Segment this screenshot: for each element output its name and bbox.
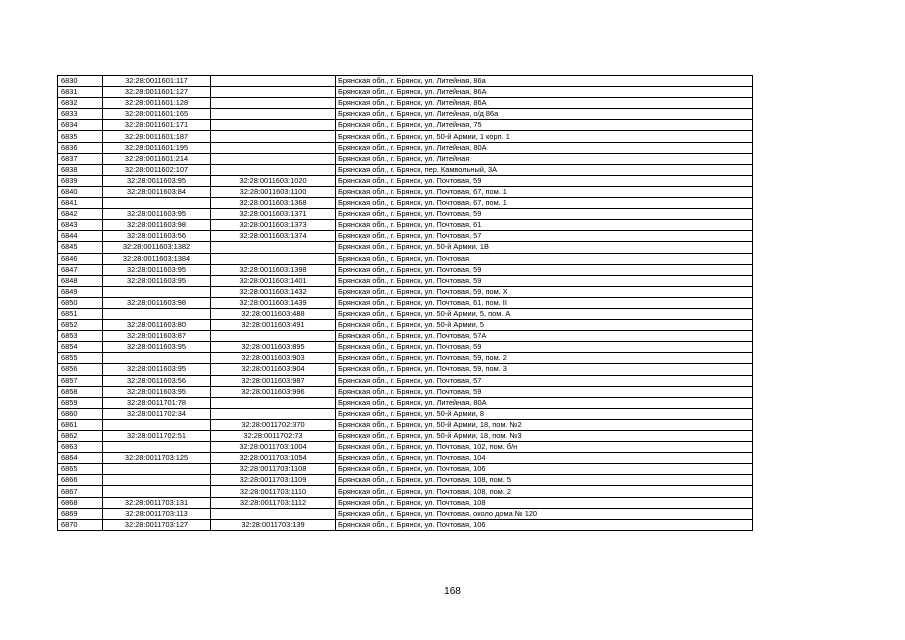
row-number-cell: 6850 <box>58 297 103 308</box>
cadastral-number-cell: 32:28:0011701:78 <box>103 397 211 408</box>
row-number-cell: 6831 <box>58 87 103 98</box>
row-number-cell: 6839 <box>58 175 103 186</box>
address-cell: Брянская обл., г. Брянск, ул. Литейная, 86а <box>336 76 753 87</box>
table-row <box>58 397 753 408</box>
cadastral-number-cell <box>103 486 211 497</box>
cadastral-number-2-cell <box>211 331 336 342</box>
table-row <box>58 109 753 120</box>
address-cell: Брянская обл., г. Брянск, ул. Литейная, 80А <box>336 142 753 153</box>
table-row <box>58 153 753 164</box>
cadastral-number-cell: 32:28:0011601:128 <box>103 98 211 109</box>
table-row <box>58 453 753 464</box>
cadastral-number-cell: 32:28:0011601:127 <box>103 87 211 98</box>
cadastral-number-cell: 32:28:0011601:117 <box>103 76 211 87</box>
address-cell: Брянская обл., г. Брянск, ул. Почтовая <box>336 253 753 264</box>
address-cell: Брянская обл., г. Брянск, пер. Камвольный, 3А <box>336 164 753 175</box>
address-cell: Брянская обл., г. Брянск, ул. Литейная, о/д 86а <box>336 109 753 120</box>
address-cell: Брянская обл., г. Брянск, ул. Почтовая, 57 <box>336 375 753 386</box>
cadastral-number-2-cell: 32:28:0011703:1108 <box>211 464 336 475</box>
cadastral-number-cell: 32:28:0011703:131 <box>103 497 211 508</box>
cadastral-number-2-cell <box>211 76 336 87</box>
cadastral-number-cell: 32:28:0011702:34 <box>103 408 211 419</box>
cadastral-number-2-cell: 32:28:0011603:1373 <box>211 220 336 231</box>
row-number-cell: 6861 <box>58 419 103 430</box>
cadastral-number-2-cell: 32:28:0011603:1398 <box>211 264 336 275</box>
cadastral-number-cell: 32:28:0011603:1382 <box>103 242 211 253</box>
row-number-cell: 6865 <box>58 464 103 475</box>
row-number-cell: 6835 <box>58 131 103 142</box>
table-row <box>58 286 753 297</box>
row-number-cell: 6840 <box>58 186 103 197</box>
cadastral-number-2-cell: 32:28:0011603:1401 <box>211 275 336 286</box>
row-number-cell: 6848 <box>58 275 103 286</box>
row-number-cell: 6847 <box>58 264 103 275</box>
cadastral-number-cell: 32:28:0011602:107 <box>103 164 211 175</box>
cadastral-number-cell: 32:28:0011703:125 <box>103 453 211 464</box>
cadastral-number-2-cell <box>211 109 336 120</box>
address-cell: Брянская обл., г. Брянск, ул. 50-й Армии, 18, пом. №2 <box>336 419 753 430</box>
address-cell: Брянская обл., г. Брянск, ул. Почтовая, 61, пом. II <box>336 297 753 308</box>
cadastral-number-cell <box>103 442 211 453</box>
cadastral-number-2-cell: 32:28:0011603:1439 <box>211 297 336 308</box>
table-row <box>58 442 753 453</box>
address-cell: Брянская обл., г. Брянск, ул. Литейная, 86А <box>336 98 753 109</box>
cadastral-number-cell: 32:28:0011603:56 <box>103 375 211 386</box>
cadastral-number-2-cell <box>211 242 336 253</box>
address-cell: Брянская обл., г. Брянск, ул. 50-й Армии, 5, пом. А <box>336 308 753 319</box>
cadastral-number-2-cell: 32:28:0011603:996 <box>211 386 336 397</box>
row-number-cell: 6862 <box>58 431 103 442</box>
cadastral-number-2-cell: 32:28:0011603:488 <box>211 308 336 319</box>
cadastral-number-cell: 32:28:0011603:98 <box>103 297 211 308</box>
address-cell: Брянская обл., г. Брянск, ул. Почтовая, 108 <box>336 497 753 508</box>
table-row <box>58 275 753 286</box>
table-row <box>58 320 753 331</box>
row-number-cell: 6860 <box>58 408 103 419</box>
table-row <box>58 497 753 508</box>
table-row <box>58 198 753 209</box>
cadastral-number-cell: 32:28:0011603:95 <box>103 275 211 286</box>
cadastral-number-2-cell: 32:28:0011702:370 <box>211 419 336 430</box>
table-row <box>58 308 753 319</box>
cadastral-number-2-cell: 32:28:0011702:73 <box>211 431 336 442</box>
table-row <box>58 164 753 175</box>
table-row <box>58 231 753 242</box>
cadastral-number-2-cell: 32:28:0011603:1100 <box>211 186 336 197</box>
cadastral-number-2-cell: 32:28:0011703:1054 <box>211 453 336 464</box>
table-row <box>58 431 753 442</box>
address-cell: Брянская обл., г. Брянск, ул. Почтовая, 108, пом. 2 <box>336 486 753 497</box>
row-number-cell: 6845 <box>58 242 103 253</box>
table-row <box>58 120 753 131</box>
address-cell: Брянская обл., г. Брянск, ул. 50-й Армии, 1 корп. 1 <box>336 131 753 142</box>
address-cell: Брянская обл., г. Брянск, ул. Почтовая, 67, пом. 1 <box>336 186 753 197</box>
address-cell: Брянская обл., г. Брянск, ул. Почтовая, 59 <box>336 275 753 286</box>
address-cell: Брянская обл., г. Брянск, ул. Литейная, 86А <box>336 87 753 98</box>
cadastral-number-2-cell: 32:28:0011703:1112 <box>211 497 336 508</box>
cadastral-number-cell: 32:28:0011603:1384 <box>103 253 211 264</box>
table-row <box>58 242 753 253</box>
address-cell: Брянская обл., г. Брянск, ул. 50-й Армии, 1В <box>336 242 753 253</box>
table-row <box>58 264 753 275</box>
table-row <box>58 364 753 375</box>
row-number-cell: 6841 <box>58 198 103 209</box>
table-row <box>58 76 753 87</box>
cadastral-number-cell: 32:28:0011603:95 <box>103 342 211 353</box>
address-cell: Брянская обл., г. Брянск, ул. Почтовая, 59, пом. X <box>336 286 753 297</box>
table-row <box>58 98 753 109</box>
address-cell: Брянская обл., г. Брянск, ул. Почтовая, 59, пом. 2 <box>336 353 753 364</box>
address-cell: Брянская обл., г. Брянск, ул. 50-й Армии, 5 <box>336 320 753 331</box>
table-row <box>58 353 753 364</box>
row-number-cell: 6870 <box>58 519 103 530</box>
row-number-cell: 6853 <box>58 331 103 342</box>
table-row <box>58 142 753 153</box>
cadastral-number-2-cell <box>211 397 336 408</box>
cadastral-number-cell <box>103 308 211 319</box>
row-number-cell: 6863 <box>58 442 103 453</box>
cadastral-number-2-cell <box>211 131 336 142</box>
cadastral-number-2-cell <box>211 164 336 175</box>
cadastral-number-cell: 32:28:0011603:98 <box>103 220 211 231</box>
address-cell: Брянская обл., г. Брянск, ул. Литейная <box>336 153 753 164</box>
cadastral-number-cell: 32:28:0011603:84 <box>103 186 211 197</box>
address-cell: Брянская обл., г. Брянск, ул. Почтовая, около дома № 120 <box>336 508 753 519</box>
cadastral-number-2-cell: 32:28:0011603:1368 <box>211 198 336 209</box>
row-number-cell: 6832 <box>58 98 103 109</box>
row-number-cell: 6851 <box>58 308 103 319</box>
row-number-cell: 6842 <box>58 209 103 220</box>
address-cell: Брянская обл., г. Брянск, ул. Литейная, 80А <box>336 397 753 408</box>
cadastral-number-2-cell: 32:28:0011603:1374 <box>211 231 336 242</box>
row-number-cell: 6838 <box>58 164 103 175</box>
cadastral-number-cell: 32:28:0011703:113 <box>103 508 211 519</box>
row-number-cell: 6852 <box>58 320 103 331</box>
table-row <box>58 508 753 519</box>
cadastral-number-2-cell <box>211 142 336 153</box>
cadastral-number-2-cell <box>211 253 336 264</box>
cadastral-number-cell: 32:28:0011601:171 <box>103 120 211 131</box>
table-row <box>58 519 753 530</box>
cadastral-number-2-cell: 32:28:0011703:1109 <box>211 475 336 486</box>
address-cell: Брянская обл., г. Брянск, ул. Почтовая, 59 <box>336 264 753 275</box>
table-row <box>58 253 753 264</box>
address-cell: Брянская обл., г. Брянск, ул. Почтовая, 57А <box>336 331 753 342</box>
cadastral-number-2-cell: 32:28:0011703:1004 <box>211 442 336 453</box>
row-number-cell: 6843 <box>58 220 103 231</box>
row-number-cell: 6867 <box>58 486 103 497</box>
table-row <box>58 297 753 308</box>
row-number-cell: 6855 <box>58 353 103 364</box>
table-row <box>58 475 753 486</box>
row-number-cell: 6849 <box>58 286 103 297</box>
cadastral-number-2-cell: 32:28:0011603:987 <box>211 375 336 386</box>
cadastral-number-2-cell: 32:28:0011603:1432 <box>211 286 336 297</box>
table-row <box>58 375 753 386</box>
table-row <box>58 220 753 231</box>
cadastral-number-2-cell <box>211 87 336 98</box>
cadastral-number-cell: 32:28:0011603:56 <box>103 231 211 242</box>
address-cell: Брянская обл., г. Брянск, ул. Литейная, 75 <box>336 120 753 131</box>
cadastral-number-cell: 32:28:0011703:127 <box>103 519 211 530</box>
address-cell: Брянская обл., г. Брянск, ул. 50-й Армии, 8 <box>336 408 753 419</box>
row-number-cell: 6869 <box>58 508 103 519</box>
table-row <box>58 486 753 497</box>
cadastral-number-2-cell <box>211 98 336 109</box>
table-row <box>58 464 753 475</box>
registry-table-body <box>58 76 753 531</box>
cadastral-number-cell <box>103 475 211 486</box>
cadastral-number-cell: 32:28:0011601:187 <box>103 131 211 142</box>
row-number-cell: 6836 <box>58 142 103 153</box>
address-cell: Брянская обл., г. Брянск, ул. Почтовая, 108, пом. 5 <box>336 475 753 486</box>
cadastral-number-cell: 32:28:0011603:95 <box>103 364 211 375</box>
cadastral-number-2-cell: 32:28:0011603:904 <box>211 364 336 375</box>
address-cell: Брянская обл., г. Брянск, ул. Почтовая, 106 <box>336 519 753 530</box>
row-number-cell: 6859 <box>58 397 103 408</box>
row-number-cell: 6858 <box>58 386 103 397</box>
row-number-cell: 6834 <box>58 120 103 131</box>
row-number-cell: 6846 <box>58 253 103 264</box>
cadastral-number-cell <box>103 419 211 430</box>
cadastral-number-2-cell <box>211 508 336 519</box>
row-number-cell: 6837 <box>58 153 103 164</box>
cadastral-number-cell: 32:28:0011601:165 <box>103 109 211 120</box>
address-cell: Брянская обл., г. Брянск, ул. Почтовая, 106 <box>336 464 753 475</box>
cadastral-number-cell: 32:28:0011603:80 <box>103 320 211 331</box>
address-cell: Брянская обл., г. Брянск, ул. Почтовая, 59 <box>336 342 753 353</box>
address-cell: Брянская обл., г. Брянск, ул. Почтовая, 57 <box>336 231 753 242</box>
table-row <box>58 209 753 220</box>
cadastral-number-cell: 32:28:0011603:87 <box>103 331 211 342</box>
address-cell: Брянская обл., г. Брянск, ул. Почтовая, 59 <box>336 209 753 220</box>
row-number-cell: 6854 <box>58 342 103 353</box>
table-row <box>58 175 753 186</box>
table-row <box>58 386 753 397</box>
table-row <box>58 87 753 98</box>
address-cell: Брянская обл., г. Брянск, ул. Почтовая, 104 <box>336 453 753 464</box>
row-number-cell: 6857 <box>58 375 103 386</box>
address-cell: Брянская обл., г. Брянск, ул. 50-й Армии, 18, пом. №3 <box>336 431 753 442</box>
cadastral-number-2-cell <box>211 153 336 164</box>
address-cell: Брянская обл., г. Брянск, ул. Почтовая, 102, пом. б/н <box>336 442 753 453</box>
cadastral-number-2-cell: 32:28:0011703:139 <box>211 519 336 530</box>
cadastral-number-cell: 32:28:0011601:214 <box>103 153 211 164</box>
cadastral-number-2-cell: 32:28:0011603:1020 <box>211 175 336 186</box>
row-number-cell: 6864 <box>58 453 103 464</box>
address-cell: Брянская обл., г. Брянск, ул. Почтовая, 61 <box>336 220 753 231</box>
cadastral-number-cell: 32:28:0011601:195 <box>103 142 211 153</box>
address-cell: Брянская обл., г. Брянск, ул. Почтовая, 59 <box>336 386 753 397</box>
cadastral-number-2-cell <box>211 120 336 131</box>
cadastral-number-cell: 32:28:0011603:95 <box>103 209 211 220</box>
address-cell: Брянская обл., г. Брянск, ул. Почтовая, 67, пом. 1 <box>336 198 753 209</box>
table-row <box>58 131 753 142</box>
cadastral-number-cell: 32:28:0011603:95 <box>103 264 211 275</box>
table-row <box>58 408 753 419</box>
page-number: 168 <box>444 586 461 597</box>
cadastral-number-cell: 32:28:0011603:95 <box>103 175 211 186</box>
cadastral-number-cell <box>103 198 211 209</box>
table-row <box>58 419 753 430</box>
row-number-cell: 6866 <box>58 475 103 486</box>
table-row <box>58 342 753 353</box>
cadastral-number-2-cell: 32:28:0011603:1371 <box>211 209 336 220</box>
table-row <box>58 186 753 197</box>
registry-table <box>57 75 753 531</box>
row-number-cell: 6833 <box>58 109 103 120</box>
address-cell: Брянская обл., г. Брянск, ул. Почтовая, 59, пом. 3 <box>336 364 753 375</box>
cadastral-number-cell: 32:28:0011603:95 <box>103 386 211 397</box>
cadastral-number-2-cell: 32:28:0011603:895 <box>211 342 336 353</box>
row-number-cell: 6830 <box>58 76 103 87</box>
address-cell: Брянская обл., г. Брянск, ул. Почтовая, 59 <box>336 175 753 186</box>
cadastral-number-cell <box>103 353 211 364</box>
row-number-cell: 6868 <box>58 497 103 508</box>
cadastral-number-2-cell: 32:28:0011603:903 <box>211 353 336 364</box>
row-number-cell: 6856 <box>58 364 103 375</box>
cadastral-number-cell: 32:28:0011702:51 <box>103 431 211 442</box>
cadastral-number-2-cell <box>211 408 336 419</box>
row-number-cell: 6844 <box>58 231 103 242</box>
cadastral-number-cell <box>103 464 211 475</box>
cadastral-number-cell <box>103 286 211 297</box>
table-row <box>58 331 753 342</box>
cadastral-number-2-cell: 32:28:0011603:491 <box>211 320 336 331</box>
cadastral-number-2-cell: 32:28:0011703:1110 <box>211 486 336 497</box>
